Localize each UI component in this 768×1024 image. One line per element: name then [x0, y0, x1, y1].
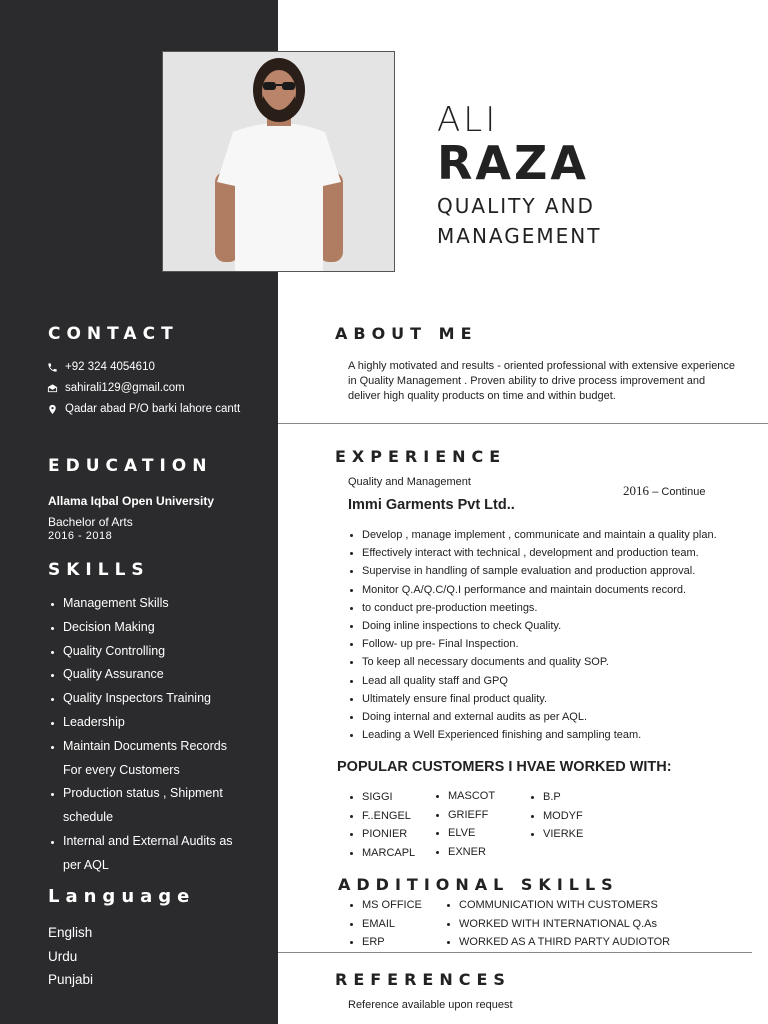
duty-item: • Supervise in handling of sample evaluation and production approval. — [362, 562, 768, 580]
references-heading: REFERENCES — [335, 970, 511, 989]
skill-item: • Management Skills — [63, 592, 283, 616]
skill-item: • Production status , Shipment schedule — [63, 782, 233, 830]
customer-item: • MASCOT — [448, 787, 495, 806]
education-university: Allama Iqbal Open University — [48, 494, 215, 508]
customer-item: • F..ENGEL — [362, 807, 415, 826]
phone-icon — [47, 362, 58, 373]
job-title-line2: MANAGEMENT — [437, 224, 602, 248]
references-text: Reference available upon request — [348, 999, 513, 1011]
duty-item: • Doing internal and external audits as per AQL. — [362, 708, 768, 726]
customer-item: • SIGGI — [362, 788, 415, 807]
duty-item: • Monitor Q.A/Q.C/Q.I performance and maintain documents record. — [362, 581, 768, 599]
location-pin-icon — [47, 404, 58, 415]
language-heading: Language — [48, 886, 196, 907]
education-degree: Bachelor of Arts — [48, 515, 133, 529]
contact-address — [47, 403, 240, 415]
additional-skill-item: • ERP — [362, 933, 422, 952]
customer-item: • GRIEFF — [448, 806, 495, 825]
additional-skill-item: • COMMUNICATION WITH CUSTOMERS — [459, 896, 670, 915]
additional-skills-col1 — [348, 896, 422, 952]
skill-item: • Quality Inspectors Training — [63, 687, 283, 711]
skill-item: • Quality Assurance — [63, 663, 283, 687]
additional-skills-col2 — [445, 896, 670, 952]
skills-heading: SKILLS — [48, 560, 150, 580]
duty-item: • Develop , manage implement , communicate and maintain a quality plan. — [362, 526, 768, 544]
experience-period — [623, 483, 705, 499]
duty-item: • Ultimately ensure final product quality. — [362, 690, 768, 708]
phone-text: +92 324 4054610 — [65, 361, 155, 373]
contact-heading: CONTACT — [48, 324, 179, 344]
education-years: 2016 - 2018 — [48, 530, 113, 542]
duty-item: • To keep all necessary documents and quality SOP. — [362, 653, 768, 671]
language-item: Urdu — [48, 949, 78, 964]
education-heading: EDUCATION — [48, 456, 213, 476]
duty-item: • Follow- up pre- Final Inspection. — [362, 635, 768, 653]
skill-item: • Internal and External Audits as per AQL — [63, 830, 243, 878]
mail-icon — [47, 383, 58, 394]
duties-list — [348, 526, 768, 744]
additional-skills-heading: ADDITIONAL SKILLS — [338, 875, 619, 894]
address-text: Qadar abad P/O barki lahore cantt — [65, 403, 241, 415]
language-item: Punjabi — [48, 972, 94, 987]
customer-item: • EXNER — [448, 843, 495, 862]
additional-skill-item: • WORKED AS A THIRD PARTY AUDIOTOR — [459, 933, 670, 952]
customer-item: • B.P — [543, 788, 583, 807]
section-divider — [278, 952, 752, 953]
first-name: ALI — [437, 100, 499, 140]
customer-item: • ELVE — [448, 824, 495, 843]
customer-item: • MODYF — [543, 807, 583, 826]
about-heading: ABOUT ME — [335, 324, 478, 343]
customers-col1 — [348, 788, 415, 862]
contact-phone — [47, 361, 155, 373]
skill-item: • Quality Controlling — [63, 640, 283, 664]
experience-company: Immi Garments Pvt Ltd.. — [348, 497, 515, 513]
duty-item: • Leading a Well Experienced finishing and sampling team. — [362, 726, 768, 744]
skills-list — [48, 592, 283, 878]
additional-skill-item: • WORKED WITH INTERNATIONAL Q.As — [459, 915, 670, 934]
duty-item: • Doing inline inspections to check Quality. — [362, 617, 768, 635]
experience-period-suffix: – Continue — [652, 486, 706, 498]
customer-item: • MARCAPL — [362, 844, 415, 863]
customers-heading: POPULAR CUSTOMERS I HVAE WORKED WITH: — [337, 759, 672, 775]
job-title-line1: QUALITY AND — [437, 194, 595, 218]
skill-item: • Decision Making — [63, 616, 283, 640]
language-item: English — [48, 925, 93, 940]
customer-item: • PIONIER — [362, 825, 415, 844]
customer-item: • VIERKE — [543, 825, 583, 844]
about-text: A highly motivated and results - oriented professional with extensive experience in Quality Management . Proven ability to drive process improvement and deliver high quality products on time and within budget. — [348, 360, 736, 402]
skill-item: • Leadership — [63, 711, 283, 735]
customers-col2 — [434, 787, 495, 861]
duty-item: • Lead all quality staff and GPQ — [362, 672, 768, 690]
duty-item: • to conduct pre-production meetings. — [362, 599, 768, 617]
duty-item: • Effectively interact with technical , development and production team. — [362, 544, 768, 562]
profile-photo — [162, 51, 395, 272]
experience-role: Quality and Management — [348, 476, 471, 488]
contact-email — [47, 382, 185, 394]
additional-skill-item: • MS OFFICE — [362, 896, 422, 915]
email-text: sahirali129@gmail.com — [65, 382, 185, 394]
last-name: RAZA — [437, 136, 589, 190]
skill-item: • Maintain Documents Records For every Customers — [63, 735, 233, 783]
additional-skill-item: • EMAIL — [362, 915, 422, 934]
experience-heading: EXPERIENCE — [335, 447, 507, 466]
customers-col3 — [529, 788, 583, 844]
experience-year: 2016 — [623, 483, 649, 498]
section-divider — [278, 423, 768, 424]
